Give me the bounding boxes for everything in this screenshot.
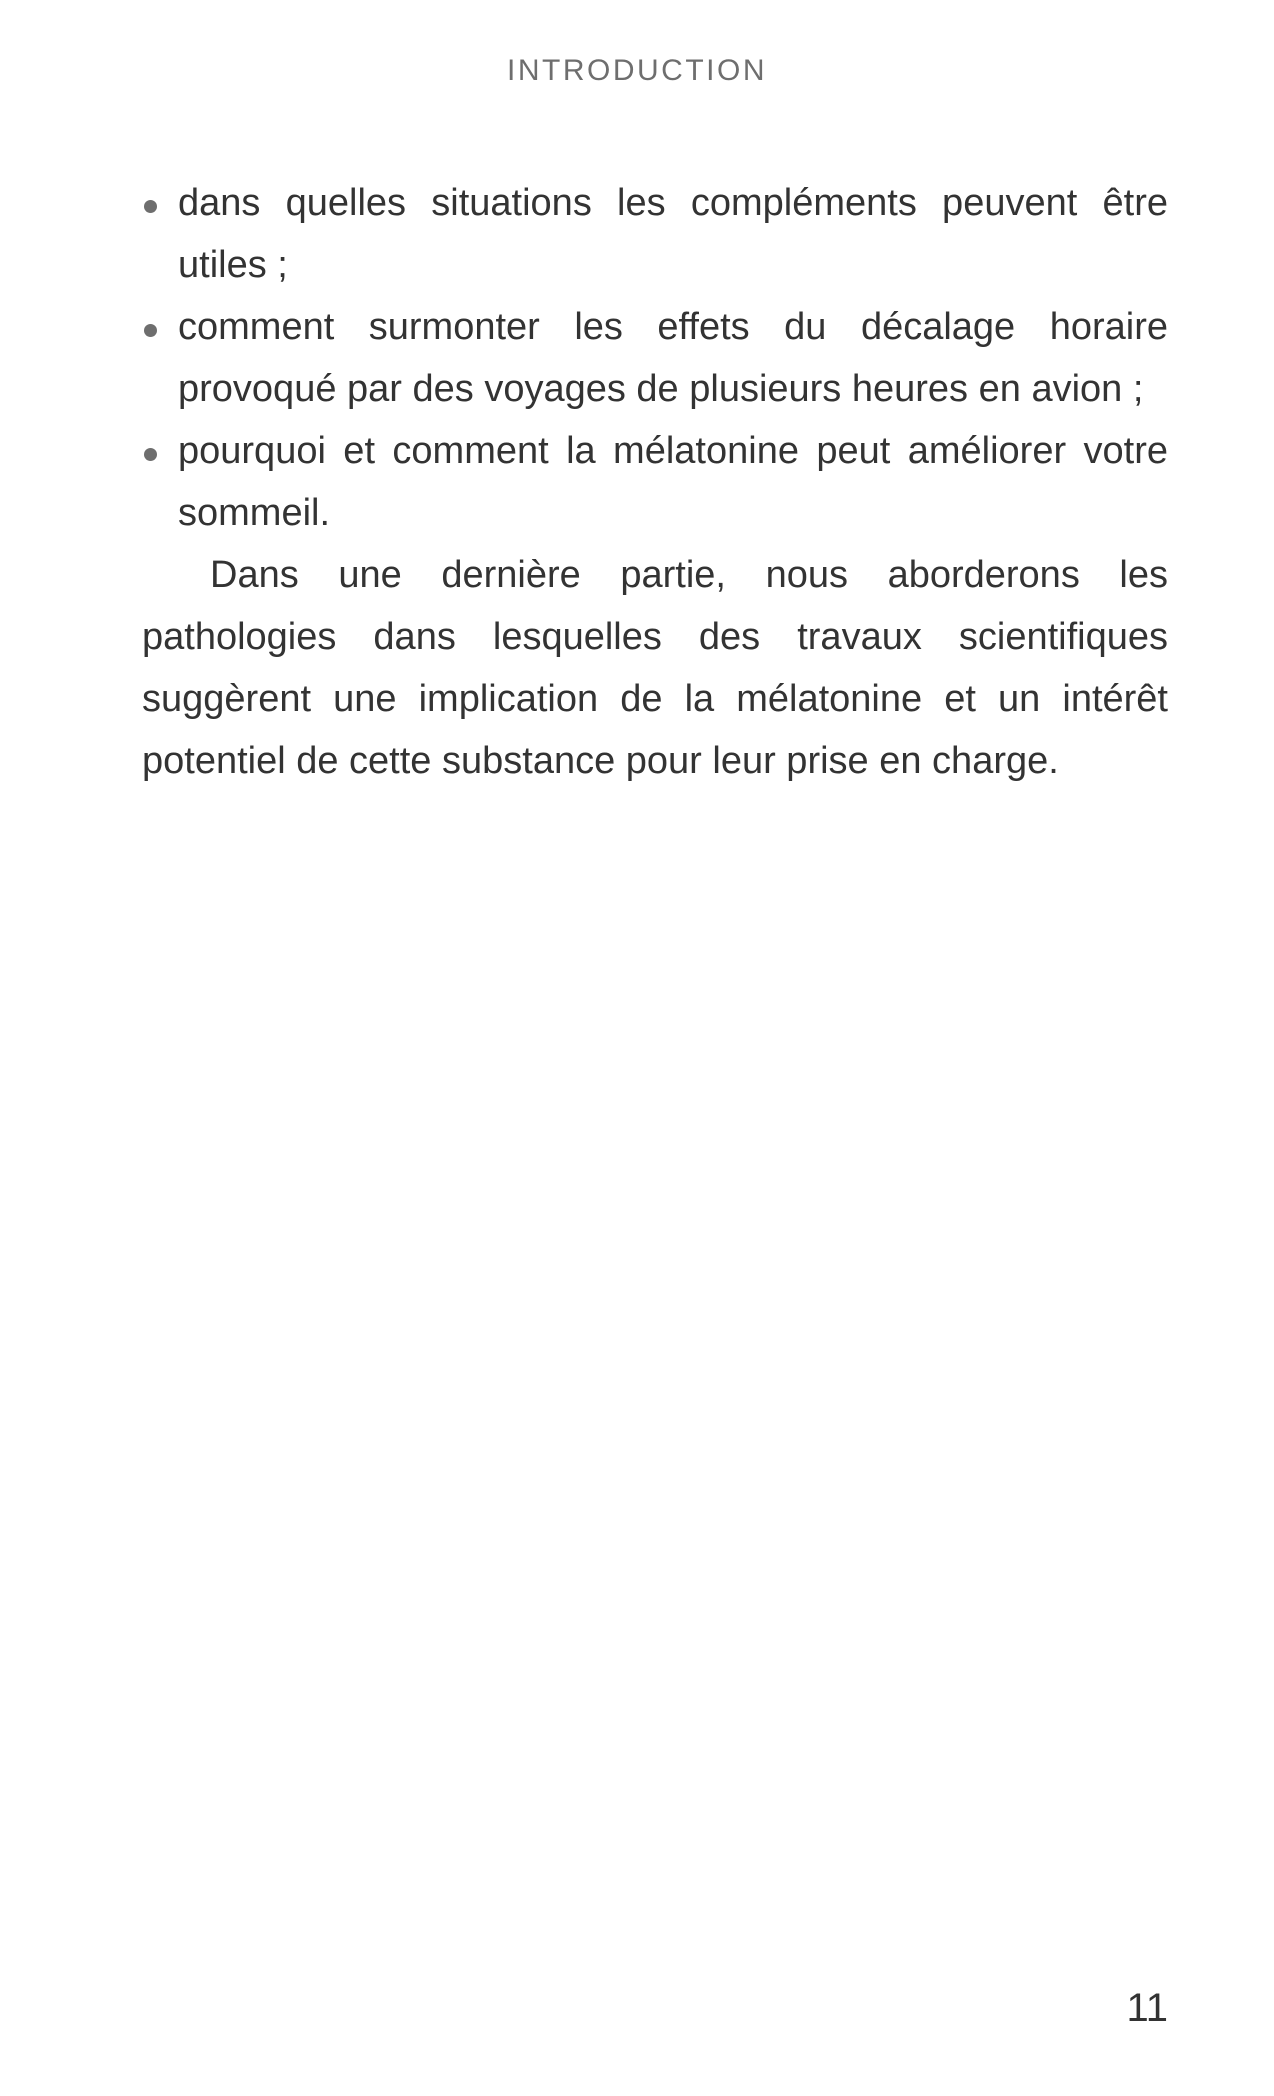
bullet-text: dans quelles situations les compléments peuvent être utiles ;: [178, 182, 1168, 286]
bullet-list: [142, 172, 1168, 544]
chapter-header: INTRODUCTION: [507, 54, 767, 87]
bullet-item: [142, 420, 1168, 544]
bullet-text: pourquoi et comment la mélatonine peut améliorer votre sommeil.: [178, 430, 1168, 534]
bullet-item: [142, 172, 1168, 296]
bullet-icon: [144, 448, 157, 461]
page-body: [142, 172, 1168, 792]
bullet-text: comment surmonter les effets du décalage horaire provoqué par des voyages de plusieurs heures en avion ;: [178, 306, 1168, 410]
page-number: 11: [1126, 1986, 1168, 2030]
intro-paragraph: Dans une dernière partie, nous aborderons les pathologies dans lesquelles des travaux scientifiques suggèrent une implication de la mélatonine et un intérêt potentiel de cette substance pour leur prise en charge.: [142, 554, 1168, 782]
bullet-icon: [144, 200, 157, 213]
bullet-item: [142, 296, 1168, 420]
bullet-icon: [144, 324, 157, 337]
